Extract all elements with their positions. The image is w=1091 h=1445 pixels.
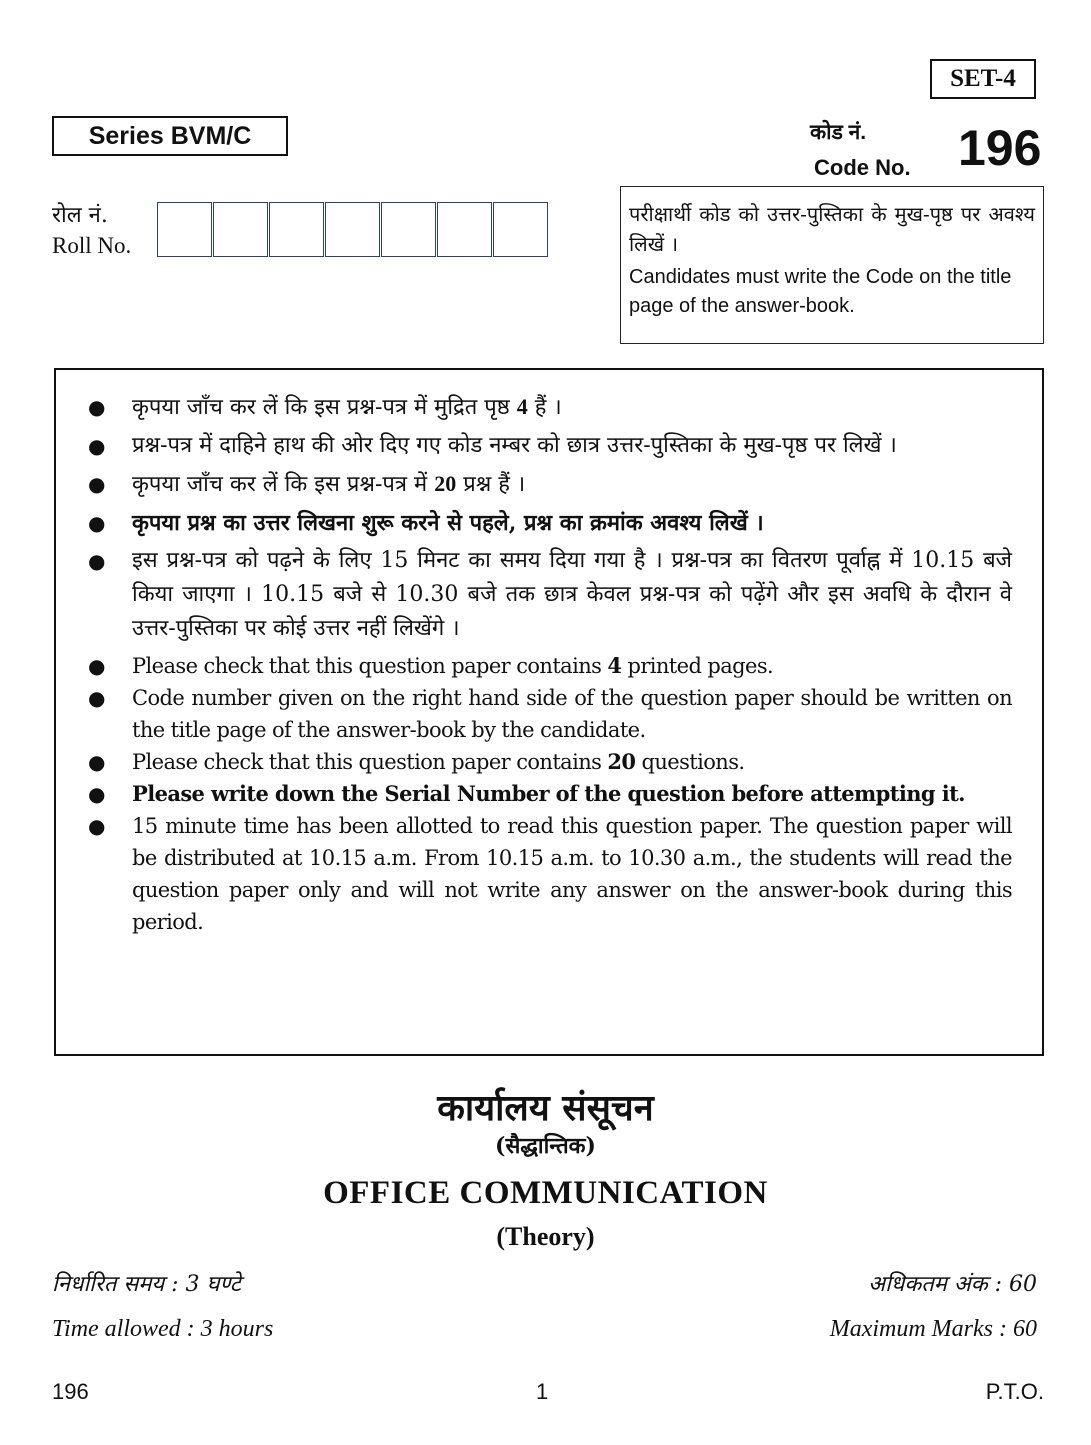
roll-digit-box[interactable] — [213, 202, 268, 257]
bullet-icon: ● — [88, 434, 106, 458]
roll-digit-box[interactable] — [269, 202, 324, 257]
subject-subtitle-hindi: (सैद्धान्तिक) — [495, 1133, 596, 1159]
instruction-item: ● Code number given on the right hand side of the question paper should be written on the title page of the answer-book by the candidate. — [56, 682, 1042, 746]
instructions-box — [54, 368, 1044, 1056]
roll-number-boxes — [157, 202, 549, 257]
roll-label-hindi: रोल नं. — [52, 203, 108, 228]
instruction-item: ● Please check that this question paper contains 20 questions. — [56, 746, 1042, 778]
instruction-item: ● Please check that this question paper contains 4 printed pages. — [56, 650, 1042, 682]
roll-digit-box[interactable] — [493, 202, 548, 257]
instruction-item: ● Please write down the Serial Number of the question before attempting it. — [56, 778, 1042, 810]
bullet-icon: ● — [88, 511, 106, 535]
roll-digit-box[interactable] — [437, 202, 492, 257]
instruction-item: ● इस प्रश्न-पत्र को पढ़ने के लिए 15 मिनट का समय दिया गया है । प्रश्न-पत्र का वितरण पूर्वाह्न में 10.15 बजे किया जाएगा । 10.15 बजे से 10.30 बजे तक छात्र केवल प्रश्न-पत्र को पढ़ेंगे और इस अवधि के दौरान वे उत्तर-पुस्तिका पर कोई उत्तर नहीं लिखेंगे । — [56, 544, 1042, 646]
roll-digit-box[interactable] — [157, 202, 212, 257]
candidate-note-english: Candidates must write the Code on the title page of the answer-book. — [629, 266, 1012, 317]
footer-code: 196 — [52, 1379, 89, 1404]
roll-digit-box[interactable] — [325, 202, 380, 257]
bullet-icon: ● — [88, 782, 105, 806]
bullet-icon: ● — [88, 549, 106, 573]
bullet-icon: ● — [88, 472, 106, 496]
subject-title-hindi: कार्यालय संसूचन — [437, 1087, 654, 1129]
bullet-icon: ● — [88, 654, 105, 678]
instructions-list — [56, 390, 1042, 938]
instruction-item: ● 15 minute time has been allotted to read this question paper. The question paper will be distributed at 10.15 a.m. From 10.15 a.m. to 10.30 a.m., the students will read the question paper only and will not write any answer on the answer-book during this period. — [56, 810, 1042, 938]
bullet-icon: ● — [88, 814, 105, 838]
code-label-english: Code No. — [814, 155, 911, 180]
instruction-item: ● प्रश्न-पत्र में दाहिने हाथ की ओर दिए गए कोड नम्बर को छात्र उत्तर-पुस्तिका के मुख-पृष्ठ पर लिखें । — [56, 429, 1042, 463]
set-label: SET-4 — [930, 59, 1036, 99]
bullet-icon: ● — [88, 395, 106, 419]
subject-subtitle-english: (Theory) — [496, 1222, 595, 1251]
subject-title-english: OFFICE COMMUNICATION — [323, 1175, 768, 1211]
time-allowed-english: Time allowed : 3 hours — [52, 1316, 274, 1342]
instruction-item: ● कृपया जाँच कर लें कि इस प्रश्न-पत्र में मुद्रित पृष्ठ 4 हैं । — [56, 390, 1042, 425]
candidate-note-hindi: परीक्षार्थी कोड को उत्तर-पुस्तिका के मुख-पृष्ठ पर अवश्य लिखें । — [629, 202, 1035, 256]
footer-pto: P.T.O. — [985, 1379, 1044, 1404]
page-number: 1 — [536, 1379, 549, 1404]
instruction-item: ● कृपया प्रश्न का उत्तर लिखना शुरू करने से पहले, प्रश्न का क्रमांक अवश्य लिखें । — [56, 506, 1042, 540]
bullet-icon: ● — [88, 686, 105, 710]
instruction-item: ● कृपया जाँच कर लें कि इस प्रश्न-पत्र में 20 प्रश्न हैं । — [56, 467, 1042, 502]
code-number: 196 — [958, 120, 1042, 176]
roll-digit-box[interactable] — [381, 202, 436, 257]
roll-label-english: Roll No. — [52, 233, 132, 258]
time-allowed-hindi: निर्धारित समय : 3 घण्टे — [52, 1272, 241, 1297]
max-marks-english: Maximum Marks : 60 — [829, 1316, 1037, 1342]
candidate-note-box — [620, 186, 1044, 344]
max-marks-hindi: अधिकतम अंक : 60 — [868, 1272, 1037, 1297]
bullet-icon: ● — [88, 750, 105, 774]
series-label: Series BVM/C — [52, 116, 288, 156]
code-label-hindi: कोड नं. — [810, 121, 867, 144]
